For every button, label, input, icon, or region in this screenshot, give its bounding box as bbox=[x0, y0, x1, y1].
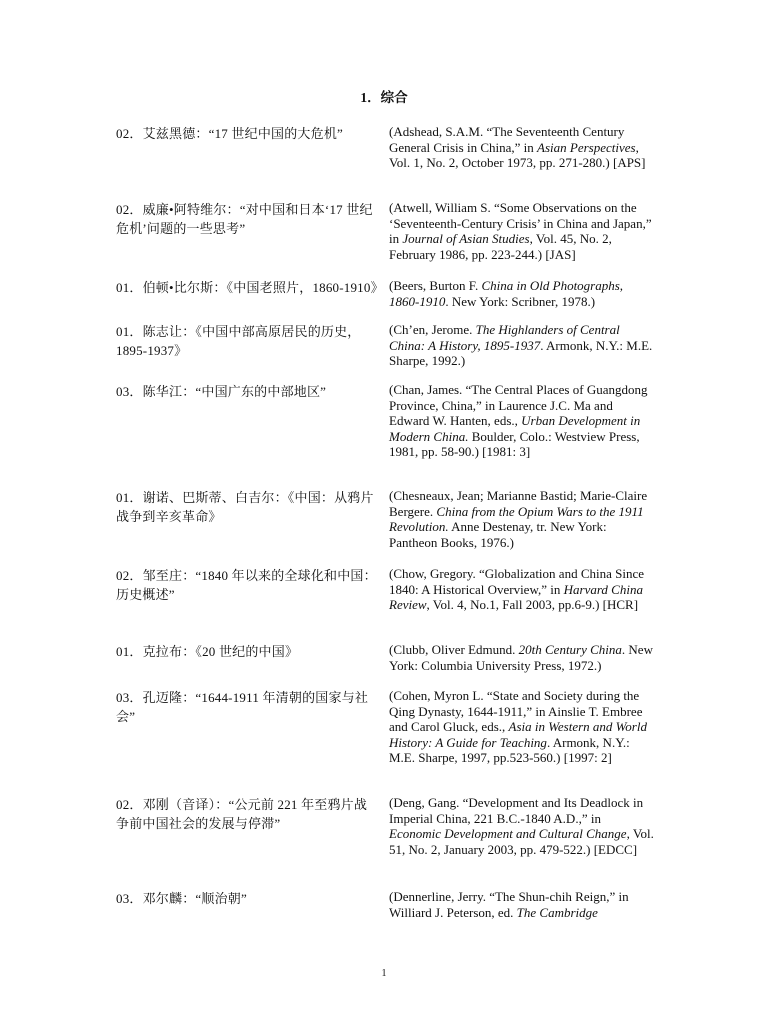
bibliography-entry bbox=[116, 566, 660, 642]
entry-english-citation bbox=[389, 322, 655, 369]
citation-text: (Chow, Gregory. “Globalization and China Since 1840: A Historical Overview,” in bbox=[389, 566, 644, 597]
citation-text: (Deng, Gang. “Development and Its Deadlock in Imperial China, 221 B.C.-1840 A.D.,” in bbox=[389, 795, 644, 826]
citation-text: (Dennerline, Jerry. “The Shun-chih Reign,” in Williard J. Peterson, ed. bbox=[389, 889, 629, 920]
entry-chinese-title: 02．邓刚（音译）：“公元前 221 年至鸦片战争前中国社会的发展与停滞” bbox=[116, 797, 368, 831]
citation-text: (Chesneaux, Jean; Marianne Bastid; Marie-Claire Bergere. bbox=[389, 488, 648, 519]
entry-english-citation bbox=[389, 688, 655, 766]
citation-italic-text: Urban Development in Modern China. bbox=[389, 413, 641, 444]
entry-english-citation bbox=[389, 889, 655, 920]
bibliography-entry bbox=[116, 889, 660, 929]
citation-italic-text: The Highlanders of Central China: A History, 1895-1937 bbox=[389, 322, 620, 353]
entry-english-citation bbox=[389, 200, 655, 262]
bibliography-entry bbox=[116, 382, 660, 488]
bibliography-entry bbox=[116, 688, 660, 795]
entry-english-citation bbox=[389, 278, 655, 309]
bibliography-entry bbox=[116, 200, 660, 278]
citation-text: (Chan, James. “The Central Places of Guangdong Province, China,” in Laurence J.C. Ma and Edward W. Hanten, eds., bbox=[389, 382, 648, 429]
entry-chinese-title: 03．孔迈隆：“1644-1911 年清朝的国家与社会” bbox=[116, 690, 369, 724]
citation-text: , Vol. 45, No. 2, February 1986, pp. 223-244.) [JAS] bbox=[389, 231, 612, 262]
entry-chinese-title: 03．陈华江：“中国广东的中部地区” bbox=[116, 384, 327, 399]
entry-english-citation bbox=[389, 642, 655, 673]
entry-chinese-title: 02．艾兹黑德：“17 世纪中国的大危机” bbox=[116, 126, 343, 141]
entry-chinese-title: 01．谢诺、巴斯蒂、白吉尔：《中国：从鸦片战争到辛亥革命》 bbox=[116, 490, 374, 524]
citation-text: . Armonk, N.Y.: M.E. Sharpe, 1992.) bbox=[389, 337, 653, 369]
page-number: 1 bbox=[381, 968, 387, 979]
bibliography-entry bbox=[116, 278, 660, 322]
citation-text: (Adshead, S.A.M. “The Seventeenth Century General Crisis in China,” in bbox=[389, 124, 625, 155]
entry-chinese-title: 02．邹至庄：“1840 年以来的全球化和中国：历史概述” bbox=[116, 568, 377, 602]
entry-chinese-title: 03．邓尔麟：“顺治朝” bbox=[116, 891, 247, 906]
citation-italic-text: 20th Century China bbox=[518, 642, 622, 657]
citation-text: (Beers, Burton F. bbox=[389, 278, 482, 293]
citation-text: Boulder, Colo.: Westview Press, 1981, pp. 58-90.) [1981: 3] bbox=[389, 428, 640, 460]
citation-italic-text: Journal of Asian Studies bbox=[402, 231, 530, 247]
citation-italic-text: Harvard China Review bbox=[389, 581, 643, 613]
citation-italic-text: Economic Development and Cultural Change bbox=[389, 826, 627, 842]
citation-text: . New York: Scribner, 1978.) bbox=[445, 293, 596, 309]
citation-text: . New York: Columbia University Press, 1972.) bbox=[389, 642, 653, 673]
entry-english-citation bbox=[389, 382, 655, 460]
citation-text: (Cohen, Myron L. “State and Society during the Qing Dynasty, 1644-1911,” in Ainslie T. Embree and Carol Gluck, eds., bbox=[389, 688, 643, 735]
citation-text: (Atwell, William S. “Some Observations on the ‘Seventeenth-Century Crisis’ in China and Japan,” in bbox=[389, 200, 652, 247]
bibliography-entry bbox=[116, 795, 660, 889]
citation-text: , Vol. 51, No. 2, January 2003, pp. 479-522.) [EDCC] bbox=[389, 826, 654, 857]
bibliography-entry bbox=[116, 322, 660, 382]
section-title: 1．综合 bbox=[360, 90, 408, 105]
citation-text: , Vol. 4, No.1, Fall 2003, pp.6-9.) [HCR] bbox=[426, 597, 639, 613]
entry-chinese-title: 02．威廉•阿特维尔：“对中国和日本‘17 世纪危机’问题的一些思考” bbox=[116, 202, 373, 236]
entry-chinese-title: 01．克拉布：《20 世纪的中国》 bbox=[116, 644, 299, 659]
citation-italic-text: China in Old Photographs, 1860-1910 bbox=[389, 278, 624, 309]
citation-text: Anne Destenay, tr. New York: Pantheon Books, 1976.) bbox=[389, 519, 607, 550]
entry-english-citation bbox=[389, 124, 655, 171]
citation-text: (Clubb, Oliver Edmund. bbox=[389, 642, 519, 657]
citation-text: (Ch’en, Jerome. bbox=[389, 322, 476, 337]
bibliography-entry bbox=[116, 642, 660, 688]
entry-english-citation bbox=[389, 795, 655, 857]
bibliography-entry bbox=[116, 488, 660, 566]
entry-chinese-title: 01．伯顿•比尔斯：《中国老照片，1860-1910》 bbox=[116, 280, 384, 295]
citation-text: , Vol. 1, No. 2, October 1973, pp. 271-280.) [APS] bbox=[389, 139, 646, 171]
bibliography-list bbox=[116, 124, 660, 929]
entry-english-citation bbox=[389, 488, 655, 550]
citation-italic-text: China from the Opium Wars to the 1911 Revolution. bbox=[389, 503, 644, 535]
bibliography-entry bbox=[116, 124, 660, 200]
entry-english-citation bbox=[389, 566, 655, 613]
citation-italic-text: Asian Perspectives bbox=[537, 139, 636, 155]
citation-italic-text: Asia in Western and World History: A Guide for Teaching bbox=[389, 719, 647, 750]
citation-italic-text: The Cambridge bbox=[516, 904, 598, 920]
entry-chinese-title: 01．陈志让：《中国中部高原居民的历史，1895-1937》 bbox=[116, 324, 361, 358]
citation-text: . Armonk, N.Y.: M.E. Sharpe, 1997, pp.523-560.) [1997: 2] bbox=[389, 734, 630, 766]
